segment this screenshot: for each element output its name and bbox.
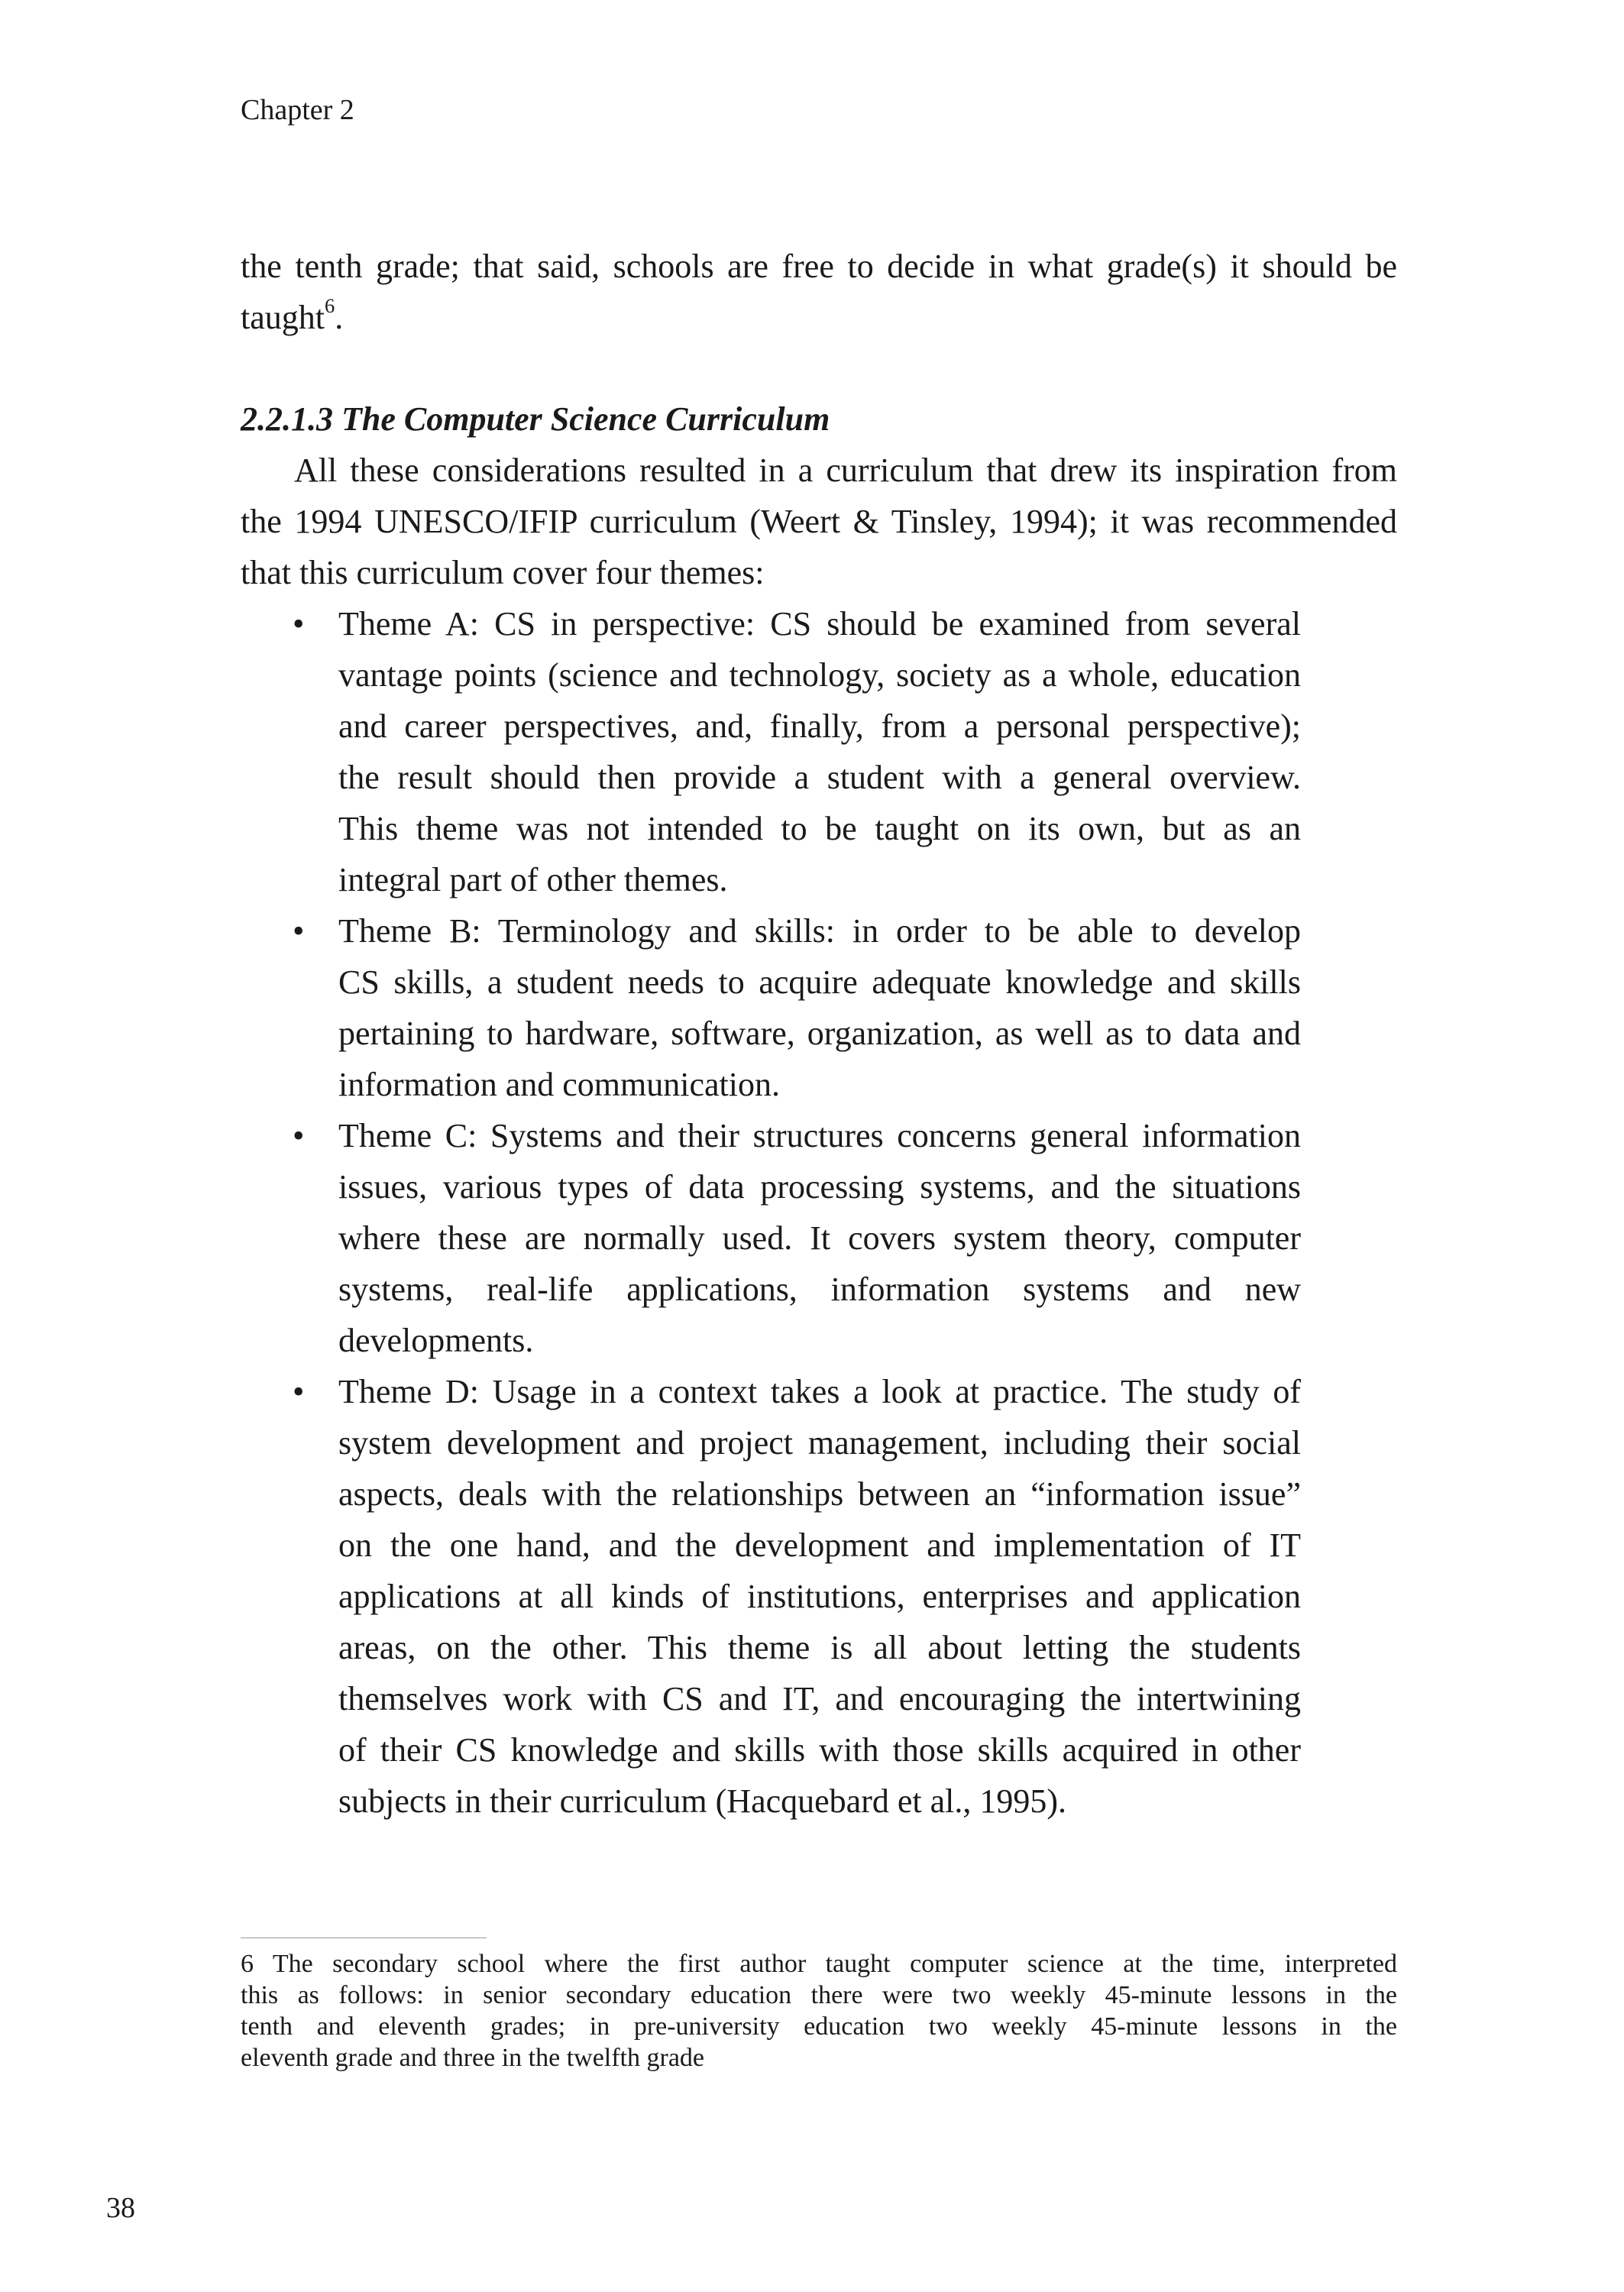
theme-list-item [241,905,1301,1110]
page-number: 38 [106,2192,135,2224]
footnote-line: this as follows: in senior secondary education there were two weekly 45-minute lessons in the [241,1981,1397,2009]
text-fragment: taught [241,299,325,336]
text-line: the tenth grade; that said, schools are free to decide in what grade(s) it should be [241,248,1397,285]
bullet-icon: • [293,912,305,950]
text-line: systems, real-life applications, information systems and new [338,1271,1301,1308]
text-line: the 1994 UNESCO/IFIP curriculum (Weert & Tinsley, 1994); it was recommended [241,503,1397,540]
body-text [241,241,1397,1827]
section-heading: 2.2.1.3 The Computer Science Curriculum [241,400,830,438]
footnote-ref[interactable]: 6 [324,293,335,317]
text-line: Theme C: Systems and their structures concerns general information [338,1117,1301,1154]
text-line: vantage points (science and technology, society as a whole, education [338,656,1301,694]
text-line: of their CS knowledge and skills with those skills acquired in other [338,1731,1301,1769]
bullet-icon: • [293,605,305,643]
text-line: the result should then provide a student with a general overview. [338,759,1301,796]
text-line: applications at all kinds of institutions, enterprises and application [338,1578,1301,1615]
text-line [241,292,1397,343]
text-line: pertaining to hardware, software, organization, as well as to data and [338,1015,1301,1052]
footnote-line: eleventh grade and three in the twelfth grade [241,2044,705,2072]
text-line: aspects, deals with the relationships between an “information issue” [338,1475,1301,1513]
running-head: Chapter 2 [241,94,354,126]
text-line: Theme D: Usage in a context takes a look at practice. The study of [338,1373,1301,1410]
text-line: developments. [338,1322,534,1359]
text-line: CS skills, a student needs to acquire adequate knowledge and skills [338,963,1301,1001]
section-paragraph [241,445,1397,598]
text-line: Theme B: Terminology and skills: in order to be able to develop [338,912,1301,950]
text-line: Theme A: CS in perspective: CS should be examined from several [338,605,1301,643]
footnote [241,1948,1397,2073]
footnote-line: 6 The secondary school where the first author taught computer science at the time, interpreted [241,1950,1397,1978]
text-line: subjects in their curriculum (Hacquebard et al., 1995). [338,1782,1067,1820]
text-line: on the one hand, and the development and implementation of IT [338,1526,1301,1564]
text-line: All these considerations resulted in a curriculum that drew its inspiration from [294,452,1397,489]
text-line: information and communication. [338,1066,780,1103]
text-line: system development and project management, including their social [338,1424,1301,1462]
text-fragment: . [335,299,344,336]
theme-list-item [241,598,1301,905]
text-line: issues, various types of data processing systems, and the situations [338,1168,1301,1206]
footnote-line: tenth and eleventh grades; in pre-university education two weekly 45-minute lessons in the [241,2012,1397,2041]
theme-list-item [241,1110,1301,1366]
text-line: integral part of other themes. [338,861,728,898]
text-line: areas, on the other. This theme is all about letting the students [338,1629,1301,1666]
bullet-icon: • [293,1117,305,1154]
text-line: This theme was not intended to be taught on its own, but as an [338,810,1301,847]
text-line: themselves work with CS and IT, and encouraging the intertwining [338,1680,1301,1717]
bullet-icon: • [293,1373,305,1410]
theme-list [241,598,1397,1827]
text-line: and career perspectives, and, finally, from a personal perspective); [338,707,1301,745]
theme-list-item [241,1366,1301,1827]
text-line: where these are normally used. It covers system theory, computer [338,1219,1301,1257]
text-line: that this curriculum cover four themes: [241,554,765,591]
